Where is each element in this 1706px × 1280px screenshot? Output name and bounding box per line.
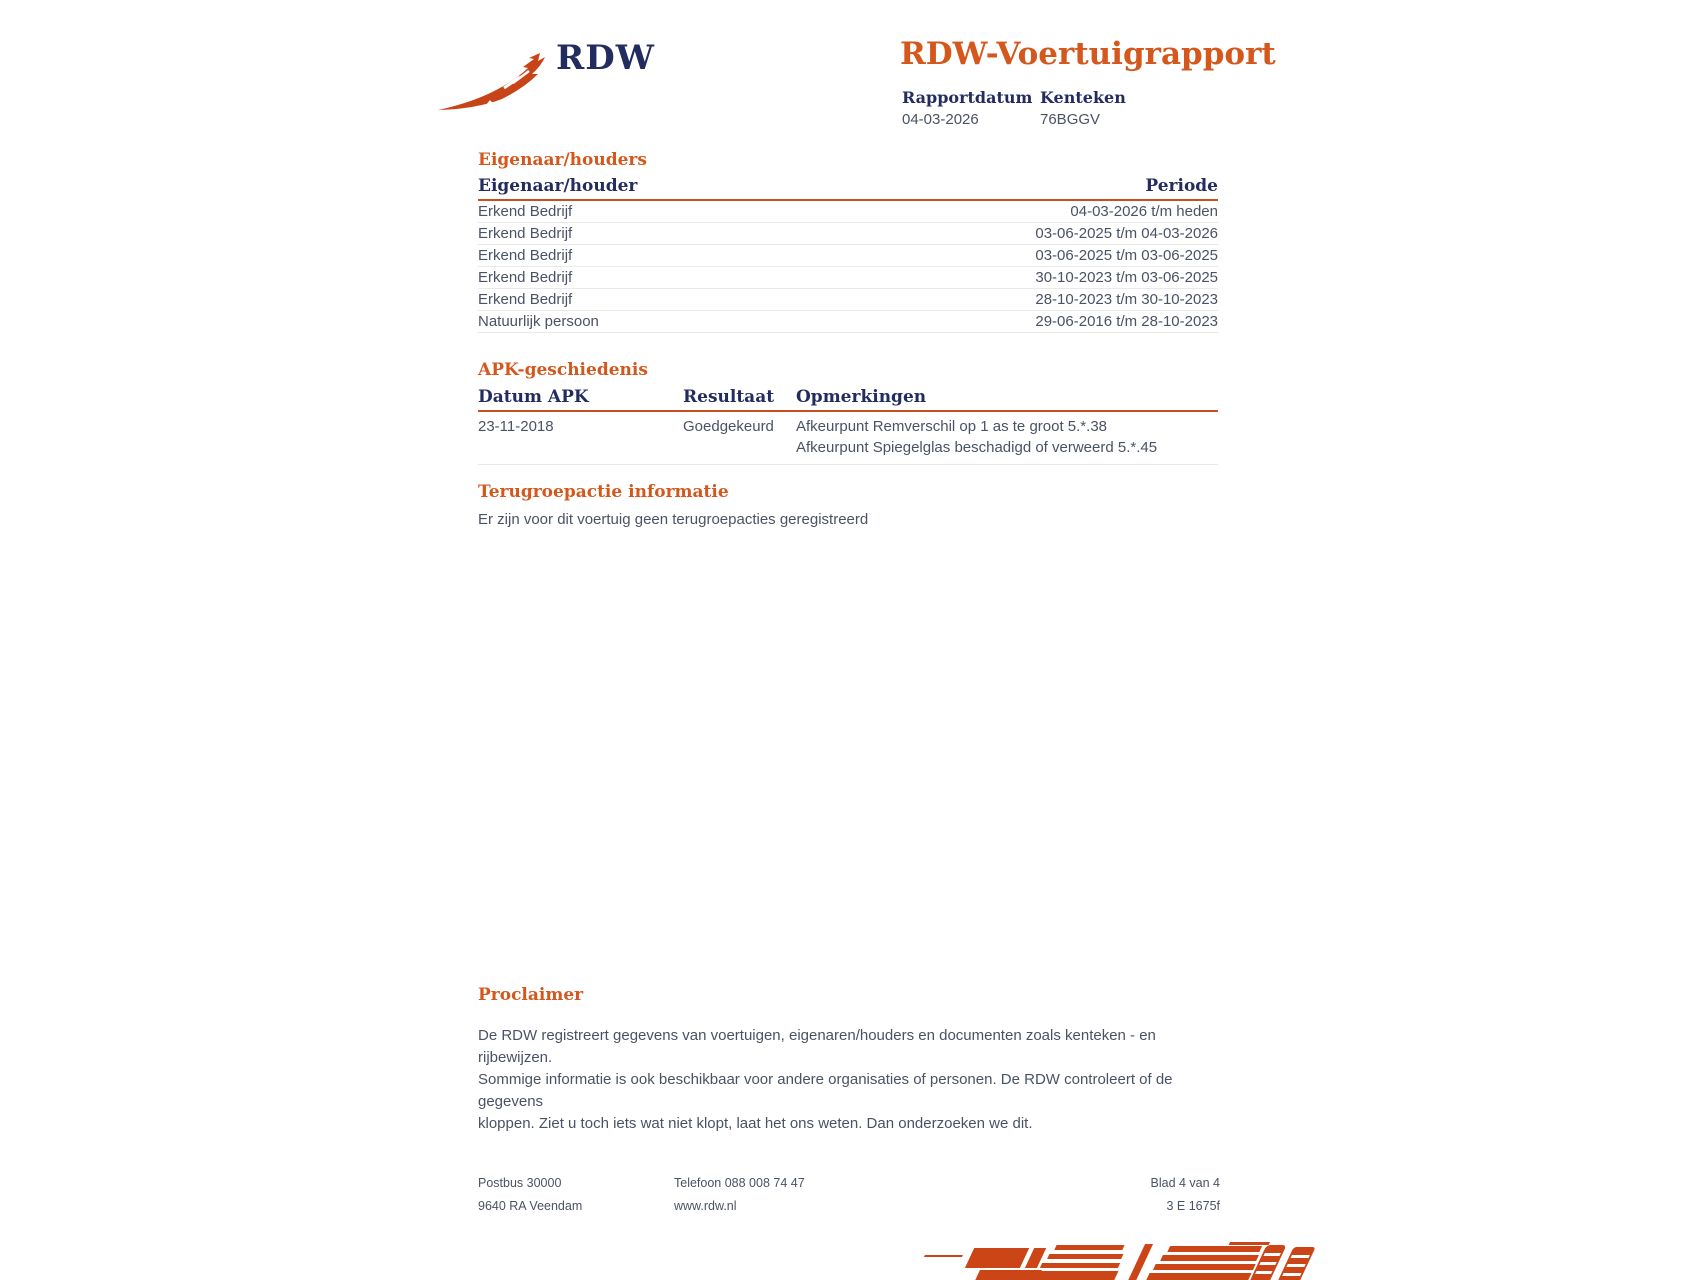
apk-section <box>478 360 1218 465</box>
report-date-value: 04-03-2026 <box>902 111 979 128</box>
proclaimer-line: Sommige informatie is ook beschikbaar voor andere organisaties of personen. De RDW controleert of de gegevens <box>478 1071 1173 1110</box>
owner-cell: Erkend Bedrijf <box>478 269 573 286</box>
apk-col-remarks: Opmerkingen <box>796 387 927 407</box>
license-label: Kenteken <box>1040 88 1126 107</box>
period-cell: 28-10-2023 t/m 30-10-2023 <box>1035 291 1218 308</box>
owner-cell: Natuurlijk persoon <box>478 313 599 330</box>
period-cell: 29-06-2016 t/m 28-10-2023 <box>1035 313 1218 330</box>
report-date-label: Rapportdatum <box>902 88 1033 107</box>
proclaimer-line: kloppen. Ziet u toch iets wat niet klopt, laat het ons weten. Dan onderzoeken we dit. <box>478 1115 1033 1132</box>
table-row <box>478 223 1218 245</box>
apk-remarks-cell <box>796 416 1218 458</box>
apk-remark-line: Afkeurpunt Remverschil op 1 as te groot 5.*.38 <box>796 418 1108 435</box>
owners-col-period: Periode <box>1145 176 1218 196</box>
owners-section-title: Eigenaar/houders <box>478 150 647 170</box>
table-row <box>478 201 1218 223</box>
footer-website: www.rdw.nl <box>674 1199 737 1213</box>
period-cell: 04-03-2026 t/m heden <box>1070 203 1218 220</box>
footer-phone: Telefoon 088 008 74 47 <box>674 1176 805 1190</box>
license-value: 76BGGV <box>1040 111 1101 128</box>
owner-cell: Erkend Bedrijf <box>478 291 573 308</box>
recall-text: Er zijn voor dit voertuig geen terugroepacties geregistreerd <box>478 511 869 528</box>
table-row <box>478 412 1218 465</box>
owners-section <box>478 150 1218 333</box>
license-block <box>1040 88 1178 128</box>
footer-address-line: Postbus 30000 <box>478 1176 562 1190</box>
owner-cell: Erkend Bedrijf <box>478 247 573 264</box>
rdw-wordmark: RDW <box>556 38 655 78</box>
recall-section <box>478 482 1218 528</box>
apk-col-date: Datum APK <box>478 387 589 407</box>
report-date-block <box>902 88 1040 128</box>
table-row <box>478 311 1218 333</box>
owner-cell: Erkend Bedrijf <box>478 225 573 242</box>
apk-remark-line: Afkeurpunt Spiegelglas beschadigd of verweerd 5.*.45 <box>796 439 1158 456</box>
footer-address-line: 9640 RA Veendam <box>478 1199 583 1213</box>
apk-table-header <box>478 387 1218 412</box>
footer-page-number: Blad 4 van 4 <box>1150 1176 1220 1190</box>
period-cell: 30-10-2023 t/m 03-06-2025 <box>1035 269 1218 286</box>
table-row <box>478 267 1218 289</box>
table-row <box>478 245 1218 267</box>
page-title: RDW-Voertuigrapport <box>900 36 1276 72</box>
period-cell: 03-06-2025 t/m 03-06-2025 <box>1035 247 1218 264</box>
apk-col-result: Resultaat <box>683 387 775 407</box>
owners-table-header <box>478 176 1218 201</box>
page-footer <box>478 1176 1220 1222</box>
proclaimer-text <box>478 1025 1218 1135</box>
recall-section-title: Terugroepactie informatie <box>478 482 729 502</box>
owners-col-owner: Eigenaar/houder <box>478 176 638 196</box>
footer-feather-graphic-icon <box>924 1242 1336 1280</box>
proclaimer-section <box>478 985 1218 1135</box>
apk-date-cell: 23-11-2018 <box>478 418 554 435</box>
owner-cell: Erkend Bedrijf <box>478 203 573 220</box>
apk-result-cell: Goedgekeurd <box>683 418 774 435</box>
report-meta <box>902 88 1178 128</box>
apk-section-title: APK-geschiedenis <box>478 360 648 380</box>
period-cell: 03-06-2025 t/m 04-03-2026 <box>1035 225 1218 242</box>
rdw-feather-logo-icon <box>436 52 556 112</box>
table-row <box>478 289 1218 311</box>
footer-doc-code: 3 E 1675f <box>1166 1199 1220 1213</box>
proclaimer-section-title: Proclaimer <box>478 985 584 1005</box>
proclaimer-line: De RDW registreert gegevens van voertuigen, eigenaren/houders en documenten zoals kenteken - en rijbewijzen. <box>478 1027 1156 1066</box>
